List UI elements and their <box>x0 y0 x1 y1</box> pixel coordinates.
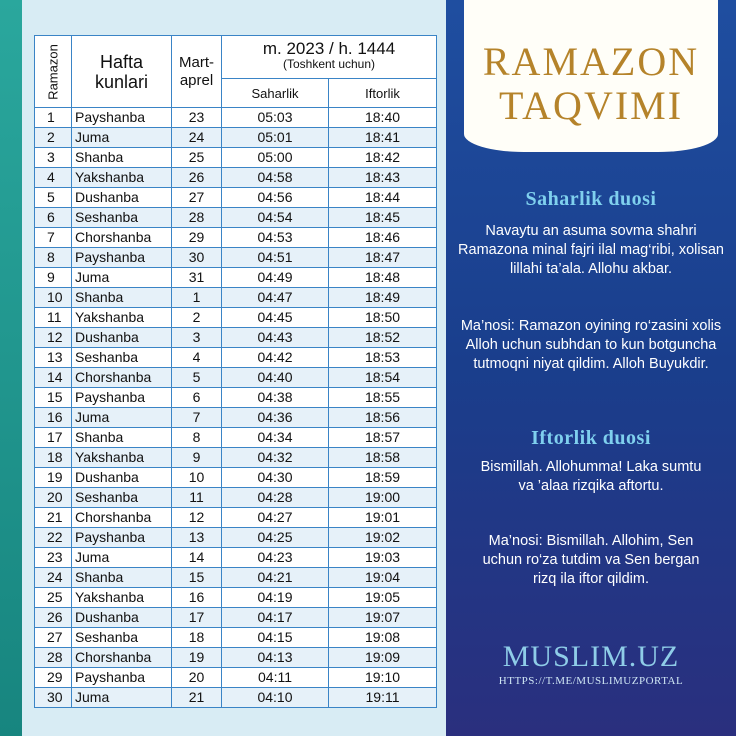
saharlik-time: 04:43 <box>222 328 329 348</box>
table-row <box>35 348 437 368</box>
day-number: 3 <box>35 148 72 168</box>
table-row <box>35 108 437 128</box>
date: 19 <box>172 648 222 668</box>
saharlik-time: 04:28 <box>222 488 329 508</box>
table-row <box>35 228 437 248</box>
saharlik-title: Saharlik duosi <box>525 188 657 210</box>
day-number: 11 <box>35 308 72 328</box>
table-row <box>35 308 437 328</box>
day-number: 18 <box>35 448 72 468</box>
day-number: 7 <box>35 228 72 248</box>
iftorlik-time: 19:00 <box>329 488 437 508</box>
table-row <box>35 548 437 568</box>
col-saharlik-header: Saharlik <box>222 79 329 108</box>
weekday: Yakshanba <box>72 308 172 328</box>
iftorlik-time: 18:43 <box>329 168 437 188</box>
iftorlik-time: 18:53 <box>329 348 437 368</box>
weekday: Chorshanba <box>72 508 172 528</box>
table-row <box>35 488 437 508</box>
weekday: Juma <box>72 128 172 148</box>
iftorlik-title: Iftorlik duosi <box>531 427 651 449</box>
day-number: 27 <box>35 628 72 648</box>
table-row <box>35 368 437 388</box>
weekday: Shanba <box>72 428 172 448</box>
ramadan-table <box>34 35 437 708</box>
iftorlik-time: 19:08 <box>329 628 437 648</box>
table-row <box>35 268 437 288</box>
saharlik-time: 04:15 <box>222 628 329 648</box>
weekday: Payshanba <box>72 528 172 548</box>
saharlik-time: 04:19 <box>222 588 329 608</box>
iftorlik-time: 18:50 <box>329 308 437 328</box>
iftorlik-time: 19:05 <box>329 588 437 608</box>
saharlik-time: 04:47 <box>222 288 329 308</box>
day-number: 14 <box>35 368 72 388</box>
table-row <box>35 468 437 488</box>
weekday: Dushanba <box>72 608 172 628</box>
table-row <box>35 168 437 188</box>
date: 13 <box>172 528 222 548</box>
date: 10 <box>172 468 222 488</box>
saharlik-time: 04:32 <box>222 448 329 468</box>
weekday: Seshanba <box>72 628 172 648</box>
banner-title-line1: RAMAZON <box>482 39 700 84</box>
weekday: Yakshanba <box>72 168 172 188</box>
weekday: Yakshanba <box>72 588 172 608</box>
iftorlik-time: 19:09 <box>329 648 437 668</box>
date: 25 <box>172 148 222 168</box>
table-row <box>35 408 437 428</box>
weekday: Juma <box>72 268 172 288</box>
saharlik-time: 04:25 <box>222 528 329 548</box>
iftorlik-time: 18:48 <box>329 268 437 288</box>
iftorlik-time: 18:49 <box>329 288 437 308</box>
day-number: 17 <box>35 428 72 448</box>
iftorlik-time: 19:04 <box>329 568 437 588</box>
weekday: Payshanba <box>72 108 172 128</box>
saharlik-time: 04:10 <box>222 688 329 708</box>
saharlik-time: 04:11 <box>222 668 329 688</box>
saharlik-time: 04:51 <box>222 248 329 268</box>
table-row <box>35 668 437 688</box>
weekday: Seshanba <box>72 488 172 508</box>
col-date-header: Mart- aprel <box>172 36 222 108</box>
saharlik-time: 04:21 <box>222 568 329 588</box>
day-number: 21 <box>35 508 72 528</box>
col-ramazon-header: Ramazon <box>35 36 72 108</box>
day-number: 13 <box>35 348 72 368</box>
day-number: 16 <box>35 408 72 428</box>
weekday: Shanba <box>72 148 172 168</box>
saharlik-time: 04:45 <box>222 308 329 328</box>
dua-panel <box>446 0 736 736</box>
saharlik-time: 04:38 <box>222 388 329 408</box>
iftorlik-time: 18:54 <box>329 368 437 388</box>
date: 12 <box>172 508 222 528</box>
saharlik-time: 04:17 <box>222 608 329 628</box>
day-number: 19 <box>35 468 72 488</box>
day-number: 23 <box>35 548 72 568</box>
col-iftorlik-header: Iftorlik <box>329 79 437 108</box>
day-number: 25 <box>35 588 72 608</box>
table-row <box>35 328 437 348</box>
weekday: Yakshanba <box>72 448 172 468</box>
weekday: Dushanba <box>72 188 172 208</box>
table-row <box>35 208 437 228</box>
date: 21 <box>172 688 222 708</box>
day-number: 22 <box>35 528 72 548</box>
day-number: 28 <box>35 648 72 668</box>
table-row <box>35 288 437 308</box>
date: 9 <box>172 448 222 468</box>
saharlik-time: 05:03 <box>222 108 329 128</box>
day-number: 2 <box>35 128 72 148</box>
iftorlik-time: 19:03 <box>329 548 437 568</box>
table-row <box>35 688 437 708</box>
weekday: Seshanba <box>72 208 172 228</box>
saharlik-time: 04:54 <box>222 208 329 228</box>
day-number: 4 <box>35 168 72 188</box>
saharlik-dua: Navaytu an asuma sovma shahri Ramazona minal fajri ilal mag‘ribi, xolisan lillahi ta’ala. Allohu akbar. <box>458 223 724 277</box>
day-number: 10 <box>35 288 72 308</box>
date: 6 <box>172 388 222 408</box>
date: 20 <box>172 668 222 688</box>
year-header: m. 2023 / h. 1444 (Toshkent uchun) <box>222 36 437 79</box>
iftorlik-time: 18:44 <box>329 188 437 208</box>
table-row <box>35 388 437 408</box>
iftorlik-time: 18:58 <box>329 448 437 468</box>
date: 29 <box>172 228 222 248</box>
table-row <box>35 568 437 588</box>
iftorlik-time: 18:47 <box>329 248 437 268</box>
timetable <box>34 35 436 707</box>
table-row <box>35 128 437 148</box>
saharlik-time: 04:56 <box>222 188 329 208</box>
date: 17 <box>172 608 222 628</box>
weekday: Chorshanba <box>72 648 172 668</box>
date: 31 <box>172 268 222 288</box>
date: 15 <box>172 568 222 588</box>
weekday: Dushanba <box>72 468 172 488</box>
saharlik-time: 04:53 <box>222 228 329 248</box>
weekday: Chorshanba <box>72 228 172 248</box>
table-body <box>35 108 437 708</box>
table-row <box>35 628 437 648</box>
date: 3 <box>172 328 222 348</box>
saharlik-time: 04:42 <box>222 348 329 368</box>
table-row <box>35 428 437 448</box>
left-stripe <box>0 0 22 736</box>
banner-title-line2: TAQVIMI <box>498 83 684 128</box>
weekday: Shanba <box>72 568 172 588</box>
day-number: 6 <box>35 208 72 228</box>
telegram-link[interactable]: HTTPS://T.ME/MUSLIMUZPORTAL <box>498 675 684 687</box>
day-number: 9 <box>35 268 72 288</box>
weekday: Dushanba <box>72 328 172 348</box>
day-number: 15 <box>35 388 72 408</box>
day-number: 8 <box>35 248 72 268</box>
date: 18 <box>172 628 222 648</box>
weekday: Seshanba <box>72 348 172 368</box>
saharlik-time: 04:58 <box>222 168 329 188</box>
table-row <box>35 608 437 628</box>
saharlik-time: 04:27 <box>222 508 329 528</box>
date: 23 <box>172 108 222 128</box>
date: 30 <box>172 248 222 268</box>
weekday: Shanba <box>72 288 172 308</box>
iftorlik-time: 18:40 <box>329 108 437 128</box>
weekday: Juma <box>72 408 172 428</box>
day-number: 20 <box>35 488 72 508</box>
date: 28 <box>172 208 222 228</box>
iftorlik-time: 19:10 <box>329 668 437 688</box>
iftorlik-time: 18:46 <box>329 228 437 248</box>
date: 26 <box>172 168 222 188</box>
table-row <box>35 448 437 468</box>
day-number: 24 <box>35 568 72 588</box>
date: 27 <box>172 188 222 208</box>
saharlik-time: 04:40 <box>222 368 329 388</box>
saharlik-time: 05:00 <box>222 148 329 168</box>
date: 2 <box>172 308 222 328</box>
weekday: Payshanba <box>72 248 172 268</box>
saharlik-time: 04:34 <box>222 428 329 448</box>
day-number: 5 <box>35 188 72 208</box>
date: 24 <box>172 128 222 148</box>
saharlik-time: 04:23 <box>222 548 329 568</box>
saharlik-time: 04:13 <box>222 648 329 668</box>
date: 14 <box>172 548 222 568</box>
date: 8 <box>172 428 222 448</box>
table-row <box>35 148 437 168</box>
saharlik-time: 04:30 <box>222 468 329 488</box>
iftorlik-time: 18:56 <box>329 408 437 428</box>
date: 5 <box>172 368 222 388</box>
day-number: 26 <box>35 608 72 628</box>
iftorlik-dua: Bismillah. Allohumma! Laka sumtu va ’alaa rizqika aftortu. <box>480 459 702 494</box>
iftorlik-time: 18:42 <box>329 148 437 168</box>
date: 4 <box>172 348 222 368</box>
weekday: Juma <box>72 548 172 568</box>
date: 1 <box>172 288 222 308</box>
iftorlik-time: 18:57 <box>329 428 437 448</box>
table-row <box>35 508 437 528</box>
saharlik-time: 05:01 <box>222 128 329 148</box>
weekday: Payshanba <box>72 388 172 408</box>
col-weekday-header: Hafta kunlari <box>72 36 172 108</box>
iftorlik-time: 18:41 <box>329 128 437 148</box>
saharlik-time: 04:49 <box>222 268 329 288</box>
iftorlik-time: 18:59 <box>329 468 437 488</box>
weekday: Chorshanba <box>72 368 172 388</box>
iftorlik-time: 18:55 <box>329 388 437 408</box>
saharlik-time: 04:36 <box>222 408 329 428</box>
day-number: 1 <box>35 108 72 128</box>
day-number: 30 <box>35 688 72 708</box>
day-number: 12 <box>35 328 72 348</box>
table-row <box>35 188 437 208</box>
iftorlik-time: 19:01 <box>329 508 437 528</box>
iftorlik-time: 18:52 <box>329 328 437 348</box>
table-row <box>35 588 437 608</box>
weekday: Payshanba <box>72 668 172 688</box>
iftorlik-time: 19:07 <box>329 608 437 628</box>
iftorlik-time: 19:02 <box>329 528 437 548</box>
title-banner <box>464 0 718 152</box>
day-number: 29 <box>35 668 72 688</box>
table-row <box>35 248 437 268</box>
date: 16 <box>172 588 222 608</box>
date: 7 <box>172 408 222 428</box>
iftorlik-time: 18:45 <box>329 208 437 228</box>
iftorlik-time: 19:11 <box>329 688 437 708</box>
weekday: Juma <box>72 688 172 708</box>
saharlik-meaning: Ma’nosi: Ramazon oyining ro‘zasini xolis Alloh uchun subhdan to kun botguncha tutmoqni niyat qildim. Alloh Buyukdir. <box>460 318 722 372</box>
table-row <box>35 528 437 548</box>
table-row <box>35 648 437 668</box>
iftorlik-meaning: Ma’nosi: Bismillah. Allohim, Sen uchun ro‘za tutdim va Sen bergan rizq ila iftor qildim. <box>482 533 700 587</box>
date: 11 <box>172 488 222 508</box>
brand-logo-text: MUSLIM.UZ <box>502 640 680 673</box>
